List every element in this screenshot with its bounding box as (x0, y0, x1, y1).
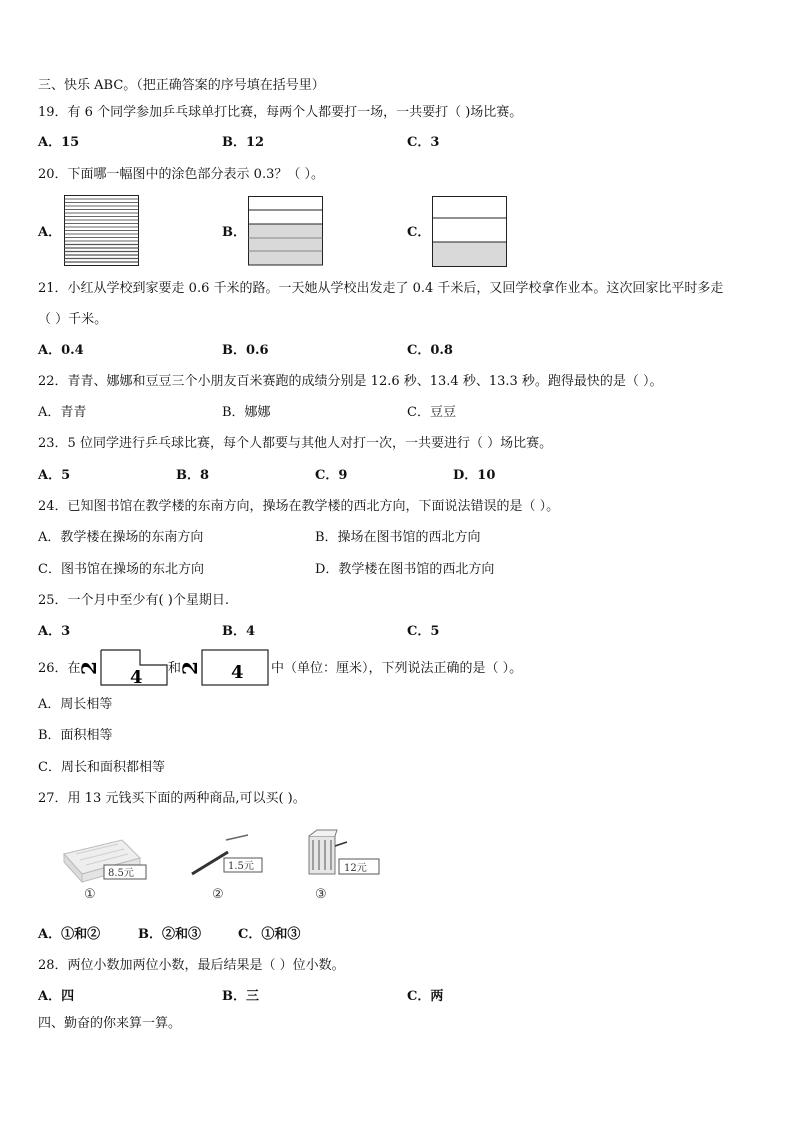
q27-option-c: C．①和③ (238, 927, 301, 942)
q21-text-line1: 21．小红从学校到家要走 0.6 千米的路。一天她从学校出发走了 0.4 千米后，又回学校拿作业本。这次回家比平时多走 (38, 281, 724, 296)
q21-text-line2: （ ）千米。 (38, 312, 108, 327)
q26-shape2-height-label: 2 (178, 661, 202, 675)
q27-price-tag-2: 1.5元 (228, 861, 254, 872)
q25-option-a: A．3 (38, 624, 71, 639)
q27-item3-bag-image (303, 826, 393, 902)
q20-figure-c (432, 196, 508, 268)
q27-label-1: ① (84, 887, 96, 902)
q26-shape-rectangle (178, 648, 273, 688)
q26-shape1-height-label: 2 (77, 661, 101, 675)
q19-text: 19．有 6 个同学参加乒乓球单打比赛，每两个人都要打一场，一共要打（ )场比赛。 (38, 105, 523, 120)
q20-figure-b (248, 196, 324, 266)
q22-option-c: C．豆豆 (407, 405, 456, 420)
q21-option-b: B．0.6 (222, 343, 269, 358)
q26-prefix: 26．在 (38, 661, 81, 676)
q26-option-c: C．周长和面积都相等 (38, 760, 165, 775)
q26-option-b: B．面积相等 (38, 728, 113, 743)
q25-option-c: C．5 (407, 624, 440, 639)
q28-text: 28．两位小数加两位小数，最后结果是（ ）位小数。 (38, 958, 345, 973)
q25-text: 25．一个月中至少有( )个星期日. (38, 593, 229, 608)
q24-option-c: C．图书馆在操场的东北方向 (38, 562, 204, 577)
q27-label-2: ② (212, 887, 224, 902)
q27-option-a: A．①和② (38, 927, 101, 942)
q27-item1-pencil-box-image (62, 832, 152, 902)
q27-price-tag-3: 12元 (344, 863, 367, 874)
q19-option-b: B．12 (222, 135, 265, 150)
q20-text: 20．下面哪一幅图中的涂色部分表示 0.3？（ ）。 (38, 167, 324, 182)
q19-option-c: C．3 (407, 135, 440, 150)
q27-label-3: ③ (315, 887, 327, 902)
q24-text: 24．已知图书馆在教学楼的东南方向，操场在教学楼的西北方向，下面说法错误的是（ ）。 (38, 499, 560, 514)
q23-option-a: A．5 (38, 468, 71, 483)
q20-option-a: A． (38, 225, 62, 240)
q22-text: 22．青青、娜娜和豆豆三个小朋友百米赛跑的成绩分别是 12.6 秒、13.4 秒、13.3 秒。跑得最快的是（ ）。 (38, 374, 663, 389)
q22-option-a: A．青青 (38, 405, 87, 420)
q24-option-b: B．操场在图书馆的西北方向 (315, 530, 481, 545)
section-3-heading: 三、快乐 ABC。（把正确答案的序号填在括号里） (38, 78, 325, 93)
q26-shape1-width-label: 4 (130, 667, 143, 688)
q28-option-c: C．两 (407, 989, 444, 1004)
q25-option-b: B．4 (222, 624, 256, 639)
q27-price-tag-1: 8.5元 (108, 868, 134, 879)
q24-option-a: A．教学楼在操场的东南方向 (38, 530, 204, 545)
q26-suffix: 中（单位：厘米），下列说法正确的是（ ）。 (271, 661, 523, 676)
q20-option-b: B． (222, 225, 246, 240)
q23-text: 23．5 位同学进行乒乓球比赛，每个人都要与其他人对打一次，一共要进行（ ）场比赛。 (38, 436, 553, 451)
q22-option-b: B．娜娜 (222, 405, 271, 420)
q26-shape2-width-label: 4 (231, 662, 244, 683)
q27-text: 27．用 13 元钱买下面的两种商品,可以买( )。 (38, 791, 306, 806)
q20-figure-a (64, 195, 140, 267)
q28-option-b: B．三 (222, 989, 259, 1004)
q26-and: 和 (168, 661, 182, 676)
q28-option-a: A．四 (38, 989, 75, 1004)
section-4-heading: 四、勤奋的你来算一算。 (38, 1016, 182, 1031)
q19-option-a: A．15 (38, 135, 80, 150)
q23-option-d: D．10 (453, 468, 496, 483)
q27-item2-pen-image (188, 832, 268, 902)
q23-option-c: C．9 (315, 468, 348, 483)
q27-option-b: B．②和③ (138, 927, 201, 942)
q21-option-c: C．0.8 (407, 343, 453, 358)
q26-option-a: A．周长相等 (38, 697, 113, 712)
q20-option-c: C． (407, 225, 431, 240)
q21-option-a: A．0.4 (38, 343, 84, 358)
q23-option-b: B．8 (176, 468, 210, 483)
q26-shape-notched (77, 648, 172, 688)
q24-option-d: D．教学楼在图书馆的西北方向 (315, 562, 495, 577)
